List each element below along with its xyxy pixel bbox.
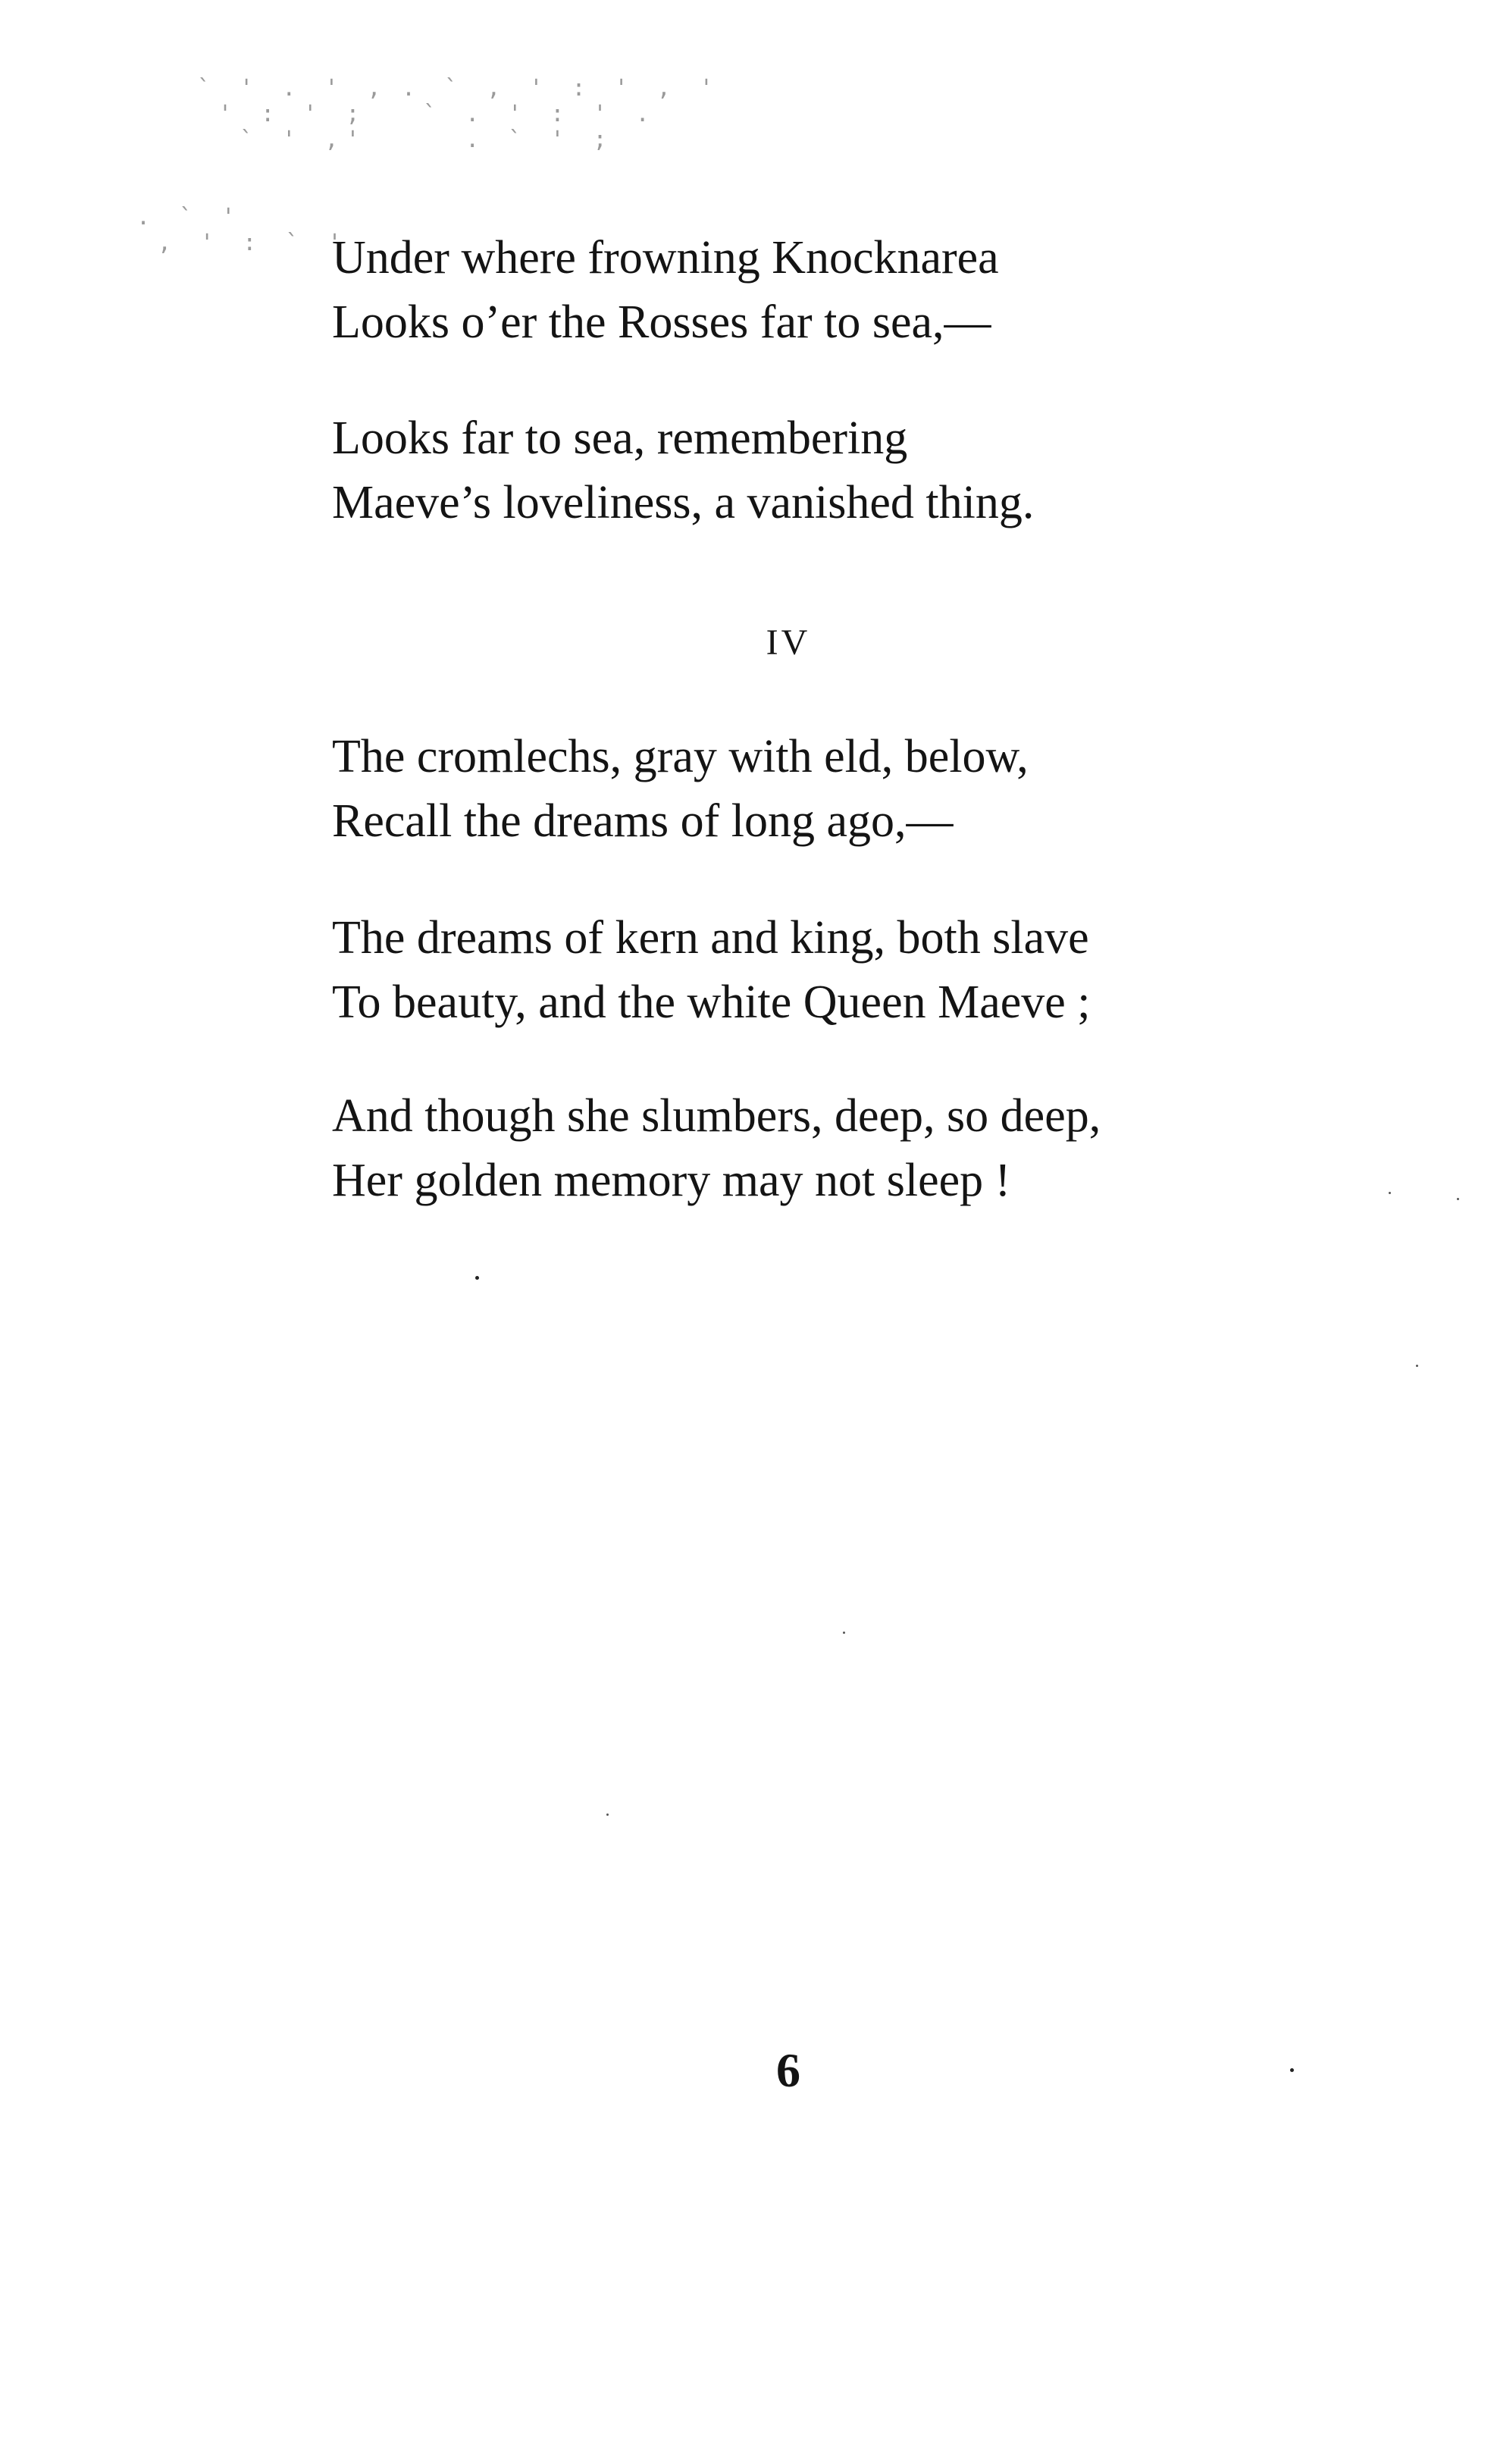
poem-line: The dreams of kern and king, both slave	[332, 912, 1089, 964]
poem-line: Maeve’s loveliness, a vanished thing.	[332, 477, 1035, 528]
poem-line: The cromlechs, gray with eld, below,	[332, 731, 1029, 782]
ink-speck	[1457, 1198, 1459, 1200]
ink-speck	[606, 1814, 609, 1816]
poem-line: Her golden memory may not sleep !	[332, 1155, 1011, 1206]
ink-speck	[1389, 1192, 1391, 1194]
poem-line: And though she slumbers, deep, so deep,	[332, 1090, 1101, 1142]
poem-line: Looks far to sea, remembering	[332, 412, 908, 464]
show-through-marks: ` ' . ' , ' : ' ; ` ' ,'	[197, 75, 389, 153]
page-number: 6	[776, 2043, 800, 2097]
poem-line: Looks o’er the Rosses far to sea,—	[332, 296, 991, 348]
ink-speck	[1416, 1365, 1418, 1367]
poem-line: Under where frowning Knocknarea	[332, 232, 999, 284]
show-through-marks: . ` , ' : ' , ' ` . ' : ' . . ` ' ;	[402, 75, 721, 153]
poem-line: To beauty, and the white Queen Maeve ;	[332, 977, 1091, 1028]
poem-line: Recall the dreams of long ago,—	[332, 795, 954, 847]
section-heading: IV	[766, 622, 811, 663]
ink-speck	[843, 1632, 845, 1634]
show-through-marks: . ` ' , ' : ` '	[136, 204, 349, 256]
ink-speck	[475, 1276, 479, 1280]
